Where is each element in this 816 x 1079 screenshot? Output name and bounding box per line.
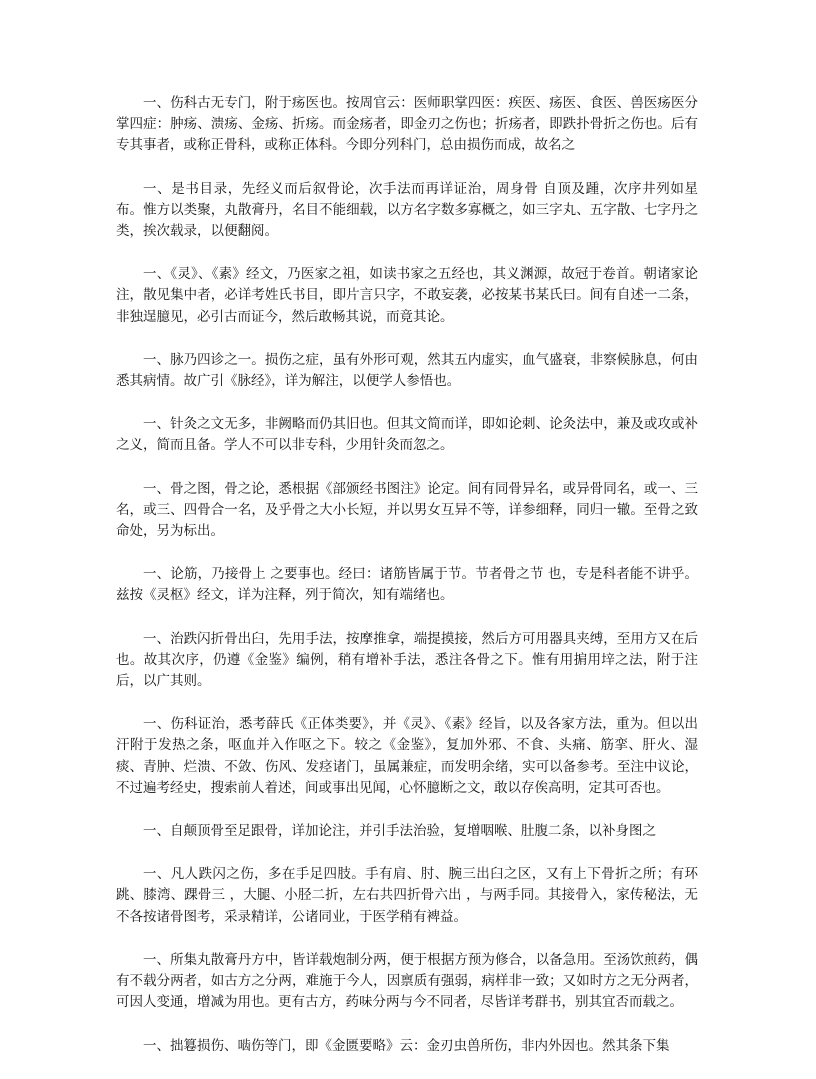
paragraph: 一、伤科证治，悉考薛氏《正体类要》，并《灵》、《素》经旨，以及各家方法，重为。但以出汗附于发热之条，呕血并入作呕之下。较之《金鉴》，复加外邪、不食、头痛、筋挛、肝火、湿痰、青肿、烂溃、不敛、伤风、发痉诸门，虽属兼症，而发明余绪，实可以备参考。至注中议论，不过遍考经史，搜索前人着述，间或事出见闻，心怀臆断之文，敢以存俟高明，定其可否也。 — [116, 716, 698, 796]
paragraph: 一、论筋，乃接骨上 之要事也。经曰：诸筋皆属于节。节者骨之节 也，专是科者能不讲乎。兹按《灵枢》经文，详为注释，列于简次，知有端绪也。 — [116, 566, 698, 604]
paragraph: 一、拙篹损伤、啮伤等门，即《金匮要略》云：金刃虫兽所伤，非内外因也。然其条下集 — [143, 1037, 670, 1054]
paragraph: 一、治跌闪折骨出臼，先用手法，按摩推拿，端提摸接，然后方可用器具夹缚，至用方又在后也。故其次序，仍遵《金鉴》编例，稍有增补手法，悉注各骨之下。惟有用掮用垶之法，附于注后，以广其则。 — [116, 630, 698, 690]
document-body — [116, 93, 698, 1079]
paragraph: 一、伤科古无专门，附于疡医也。按周官云：医师职掌四医：疾医、疡医、食医、兽医疡医分掌四症：肿疡、溃疡、金疡、折疡。而金疡者，即金刃之伤也；折疡者，即跌扑骨折之伤也。后有专其事者，或称正骨科，或称正体科。今即分列科门，总由损伤而成，故名之 — [116, 95, 698, 154]
paragraph: 一、针灸之文无多，非阙略而仍其旧也。但其文简而详，即如论刺、论灸法中，兼及或攻或补之义，简而且备。学人不可以非专科，少用针灸而忽之。 — [116, 416, 698, 454]
paragraph: 一、是书目录，先经义而后叙骨论，次手法而再详证治，周身骨 自顶及踵，次序井列如星布。惟方以类聚，丸散膏丹，名目不能细载，以方名字数多寡概之，如三字丸、五字散、七字丹之类，挨次载录，以便翻阅。 — [116, 180, 698, 240]
paragraph: 一、脉乃四诊之一。损伤之症，虽有外形可观，然其五内虚实，血气盛衰，非察候脉息，何由悉其病情。故广引《脉经》，详为解注，以便学人参悟也。 — [116, 351, 698, 390]
paragraph: 一、《灵》、《素》经文，乃医家之祖，如读书家之五经也，其义渊源，故冠于卷首。朝诸家论注，散见集中者，必详考姓氏书目，即片言只字，不敢妄袭，必按某书某氏曰。间有自述一二条，非独逞臆见，必引古而证今，然后敢畅其说，而竟其论。 — [116, 266, 698, 325]
paragraph: 一、所集丸散膏丹方中，皆详载炮制分两，便于根据方预为修合，以备急用。至汤饮煎药，偶有不载分两者，如古方之分两，难施于今人，因禀质有强弱，病样非一致；又如时方之无分两者，可因人变通，增减为用也。更有古方，药味分两与今不同者，尽皆详考群书，别其宜否而载之。 — [116, 951, 698, 1011]
paragraph: 一、骨之图，骨之论，悉根据《部颁经书图注》论定。间有同骨异名，或异骨同名，或一、三名，或三、四骨合一名，及乎骨之大小长短，并以男女互异不等，详参细释，同归一辙。至骨之致命处，另为标出。 — [116, 480, 698, 540]
paragraph: 一、自颠顶骨至足跟骨，详加论注，并引手法治验，复增咽喉、肚腹二条，以补身图之 — [143, 823, 656, 840]
paragraph: 一、凡人跌闪之伤，多在手足四肢。手有肩、肘、腕三出臼之区，又有上下骨折之所；有环跳、膝湾、踝骨三 ，大腿、小胫二折，左右共四折骨六出 ，与两手同。其接骨入，家传秘法，无不各按诸骨图考，采录精详，公诸同业，于医学稍有裨益。 — [116, 866, 698, 925]
